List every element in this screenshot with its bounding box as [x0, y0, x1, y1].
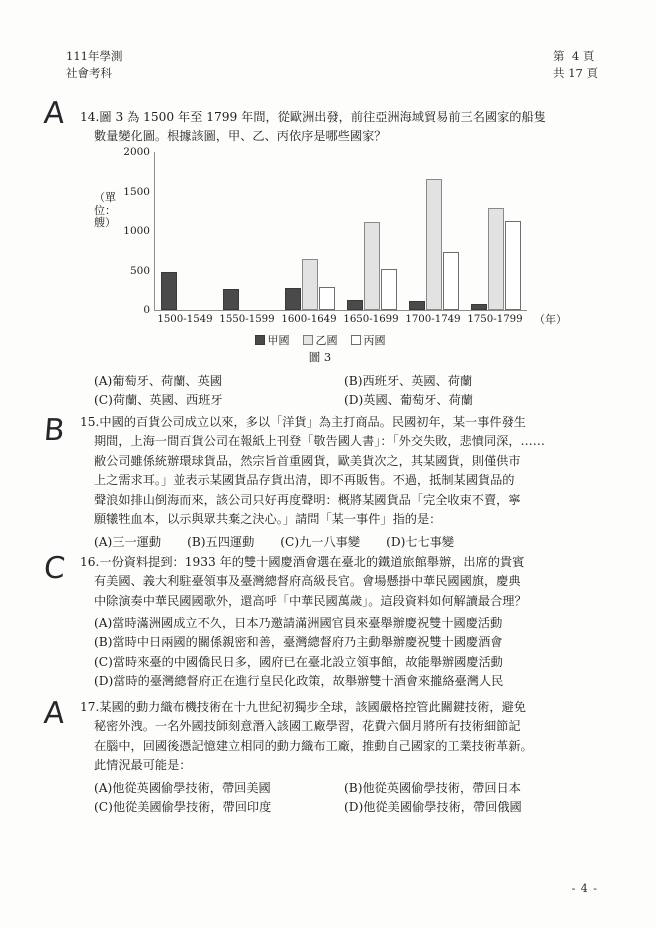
- question-15-option-a[interactable]: (A)三一運動: [94, 535, 162, 549]
- bar-丙國-1600-1649: [319, 287, 335, 310]
- y-tick-1500: 1500: [123, 185, 150, 198]
- exam-name: 111年學測: [66, 49, 123, 63]
- question-15-line-5: 聲浪如排山倒海而來，該公司只好再度聲明：概將某國貨品「完全收束不賣，寧: [94, 492, 521, 507]
- bar-group: [279, 152, 341, 310]
- bar-甲國-1600-1649: [285, 288, 301, 310]
- question-17-option-a[interactable]: (A)他從英國偷學技術，帶回美國: [94, 781, 271, 795]
- figure-caption: 圖 3: [308, 350, 332, 364]
- question-16-option-b[interactable]: (B)當時中日兩國的關係親密和善，臺灣總督府乃主動舉辦慶祝雙十國慶酒會: [94, 635, 503, 650]
- question-14-stem: [80, 108, 580, 147]
- x-tick-label: 1750-1799: [467, 314, 523, 325]
- question-15-option-c[interactable]: (C)九一八事變: [280, 535, 361, 549]
- question-17-line-2: 秘密外洩。一名外國技師刻意潛入該國工廠學習，花費六個月將所有技術細節記: [94, 719, 521, 734]
- question-16-option-a[interactable]: (A)當時滿洲國成立不久，日本乃邀請滿洲國官員來臺舉辦慶祝雙十國慶活動: [94, 616, 503, 630]
- question-15-line-3: 敝公司雖係統辦環球貨品，然宗旨首重國貨，歐美貨次之，其某國貨，則僅供市: [94, 453, 521, 468]
- y-tick-1000: 1000: [123, 225, 150, 237]
- bar-丙國-1750-1799: [505, 221, 521, 310]
- question-16-option-c[interactable]: (C)當時來臺的中國僑民日多，國府已在臺北設立領事館，故能舉辦國慶活動: [94, 654, 503, 669]
- bar-group: [155, 152, 217, 310]
- legend-swatch-icon: [255, 335, 265, 345]
- question-16-stem: [80, 553, 580, 611]
- legend-label: 丙國: [363, 334, 386, 347]
- chart-y-ticks: [114, 146, 150, 316]
- legend-swatch-icon: [351, 335, 361, 345]
- question-14-line-2: 數量變化圖。根據該圖，甲、乙、丙依序是哪些國家？: [94, 129, 387, 144]
- y-tick-500: 500: [129, 264, 150, 277]
- figure-3: [92, 146, 567, 364]
- handwritten-answer-mark-q14: A: [42, 96, 67, 131]
- bar-甲國-1750-1799: [471, 304, 487, 310]
- header-left: [66, 48, 122, 82]
- chart-legend: [92, 332, 548, 348]
- x-tick-label: 1550-1599: [219, 314, 275, 325]
- question-17-stem: [80, 698, 580, 776]
- question-17-line-1: 17.某國的動力織布機技術在十九世紀初獨步全球，該國嚴格控管此關鍵技術，避免: [80, 700, 526, 714]
- handwritten-answer-mark-q17: A: [42, 696, 67, 731]
- legend-item: [255, 332, 290, 348]
- question-17-line-4: 此情況最可能是：: [94, 758, 192, 773]
- chart-y-axis-label: （單位：艘）: [94, 191, 116, 229]
- question-17-options: [80, 779, 594, 818]
- chart-x-axis-label: （年）: [534, 313, 567, 326]
- legend-label: 甲國: [267, 334, 290, 347]
- question-15-options: [80, 533, 594, 552]
- x-tick-label: 1600-1649: [281, 314, 337, 325]
- question-15-line-2: 期間，上海一間百貨公司在報紙上刊登「敬告國人書」：「外交失敗，悲憤同深，……: [94, 434, 545, 449]
- question-14-option-c[interactable]: (C)荷蘭、英國、西班牙: [94, 393, 223, 408]
- handwritten-answer-mark-q15: B: [42, 413, 67, 448]
- bar-乙國-1600-1649: [302, 259, 318, 310]
- bar-chart: [92, 146, 567, 364]
- x-tick-label: 1500-1549: [157, 314, 213, 325]
- question-16-line-3: 中除演奏中華民國國歌外，還高呼「中華民國萬歲」。這段資料如何解讀最合理？: [94, 593, 527, 608]
- bar-乙國-1650-1699: [364, 222, 380, 310]
- question-17-option-c[interactable]: (C)他從美國偷學技術，帶回印度: [94, 800, 272, 815]
- bar-乙國-1700-1749: [426, 179, 442, 310]
- handwritten-answer-mark-q16: C: [42, 551, 67, 586]
- question-17-line-3: 在腦中，回國後憑記憶建立相同的動力織布工廠，推動自己國家的工業技術革新。: [94, 738, 533, 753]
- bar-甲國-1500-1549: [161, 272, 177, 310]
- question-16-options: [80, 614, 594, 692]
- question-15-option-d[interactable]: (D)七七事變: [386, 535, 455, 549]
- bar-group: [403, 152, 465, 310]
- question-15-line-4: 上之需求耳。」並表示某國貨品存貨出清，即不再販售。不過，抵制某國貨品的: [94, 473, 515, 488]
- y-tick-2000: 2000: [123, 146, 150, 158]
- header-right: [553, 48, 598, 82]
- bar-丙國-1650-1699: [381, 269, 397, 310]
- x-tick-label: 1700-1749: [405, 314, 461, 325]
- total-pages-label: 共 17 頁: [553, 66, 598, 80]
- bar-group: [465, 152, 527, 310]
- bar-丙國-1700-1749: [443, 252, 459, 310]
- chart-bar-groups: [155, 152, 527, 310]
- page-header: [66, 48, 598, 82]
- page-footer: - 4 -: [571, 882, 598, 895]
- question-15-line-1: 15.中國的百貨公司成立以來，多以「洋貨」為主打商品。民國初年，某一事件發生: [80, 415, 526, 429]
- exam-subject: 社會考科: [66, 66, 112, 80]
- y-tick-0: 0: [143, 304, 150, 316]
- question-15-stem: [80, 413, 580, 529]
- question-15-line-6: 願犧牲血本，以示與眾共棄之決心。」請問「某一事件」指的是：: [94, 512, 442, 527]
- bar-group: [341, 152, 403, 310]
- chart-x-ticks: [154, 314, 526, 325]
- question-16-line-1: 16.一份資料提到：1933 年的雙十國慶酒會選在臺北的鐵道旅館舉辦，出席的貴賓: [80, 555, 525, 569]
- x-tick-label: 1650-1699: [343, 314, 399, 325]
- bar-group: [217, 152, 279, 310]
- bar-甲國-1700-1749: [409, 301, 425, 310]
- question-14-options: [80, 372, 594, 411]
- bar-甲國-1550-1599: [223, 289, 239, 310]
- question-14-option-d[interactable]: (D)英國、葡萄牙、荷蘭: [344, 393, 473, 408]
- legend-swatch-icon: [303, 335, 313, 345]
- legend-label: 乙國: [315, 334, 338, 347]
- question-14-line-1: 14.圖 3 為 1500 年至 1799 年間，從歐洲出發，前往亞洲海域貿易前三名國家的船隻: [80, 110, 546, 124]
- chart-plot-area: [154, 152, 527, 311]
- question-14-option-b[interactable]: (B)西班牙、英國、荷蘭: [344, 374, 473, 388]
- question-16-option-d[interactable]: (D)當時的臺灣總督府正在進行皇民化政策，故舉辦雙十酒會來攏絡臺灣人民: [94, 674, 504, 689]
- question-15-option-b[interactable]: (B)五四運動: [187, 535, 255, 549]
- question-17-option-d[interactable]: (D)他從美國偷學技術，帶回俄國: [344, 800, 522, 815]
- question-14-option-a[interactable]: (A)葡萄牙、荷蘭、英國: [94, 374, 222, 388]
- bar-乙國-1750-1799: [488, 208, 504, 310]
- question-16-line-2: 有美國、義大利駐臺領事及臺灣總督府高級長官。會場懸掛中華民國國旗，慶典: [94, 574, 521, 589]
- bar-甲國-1650-1699: [347, 300, 363, 310]
- page-label: 第 4 頁: [553, 49, 595, 63]
- question-17-option-b[interactable]: (B)他從英國偷學技術，帶回日本: [344, 781, 521, 795]
- legend-item: [303, 332, 338, 348]
- legend-item: [351, 332, 386, 348]
